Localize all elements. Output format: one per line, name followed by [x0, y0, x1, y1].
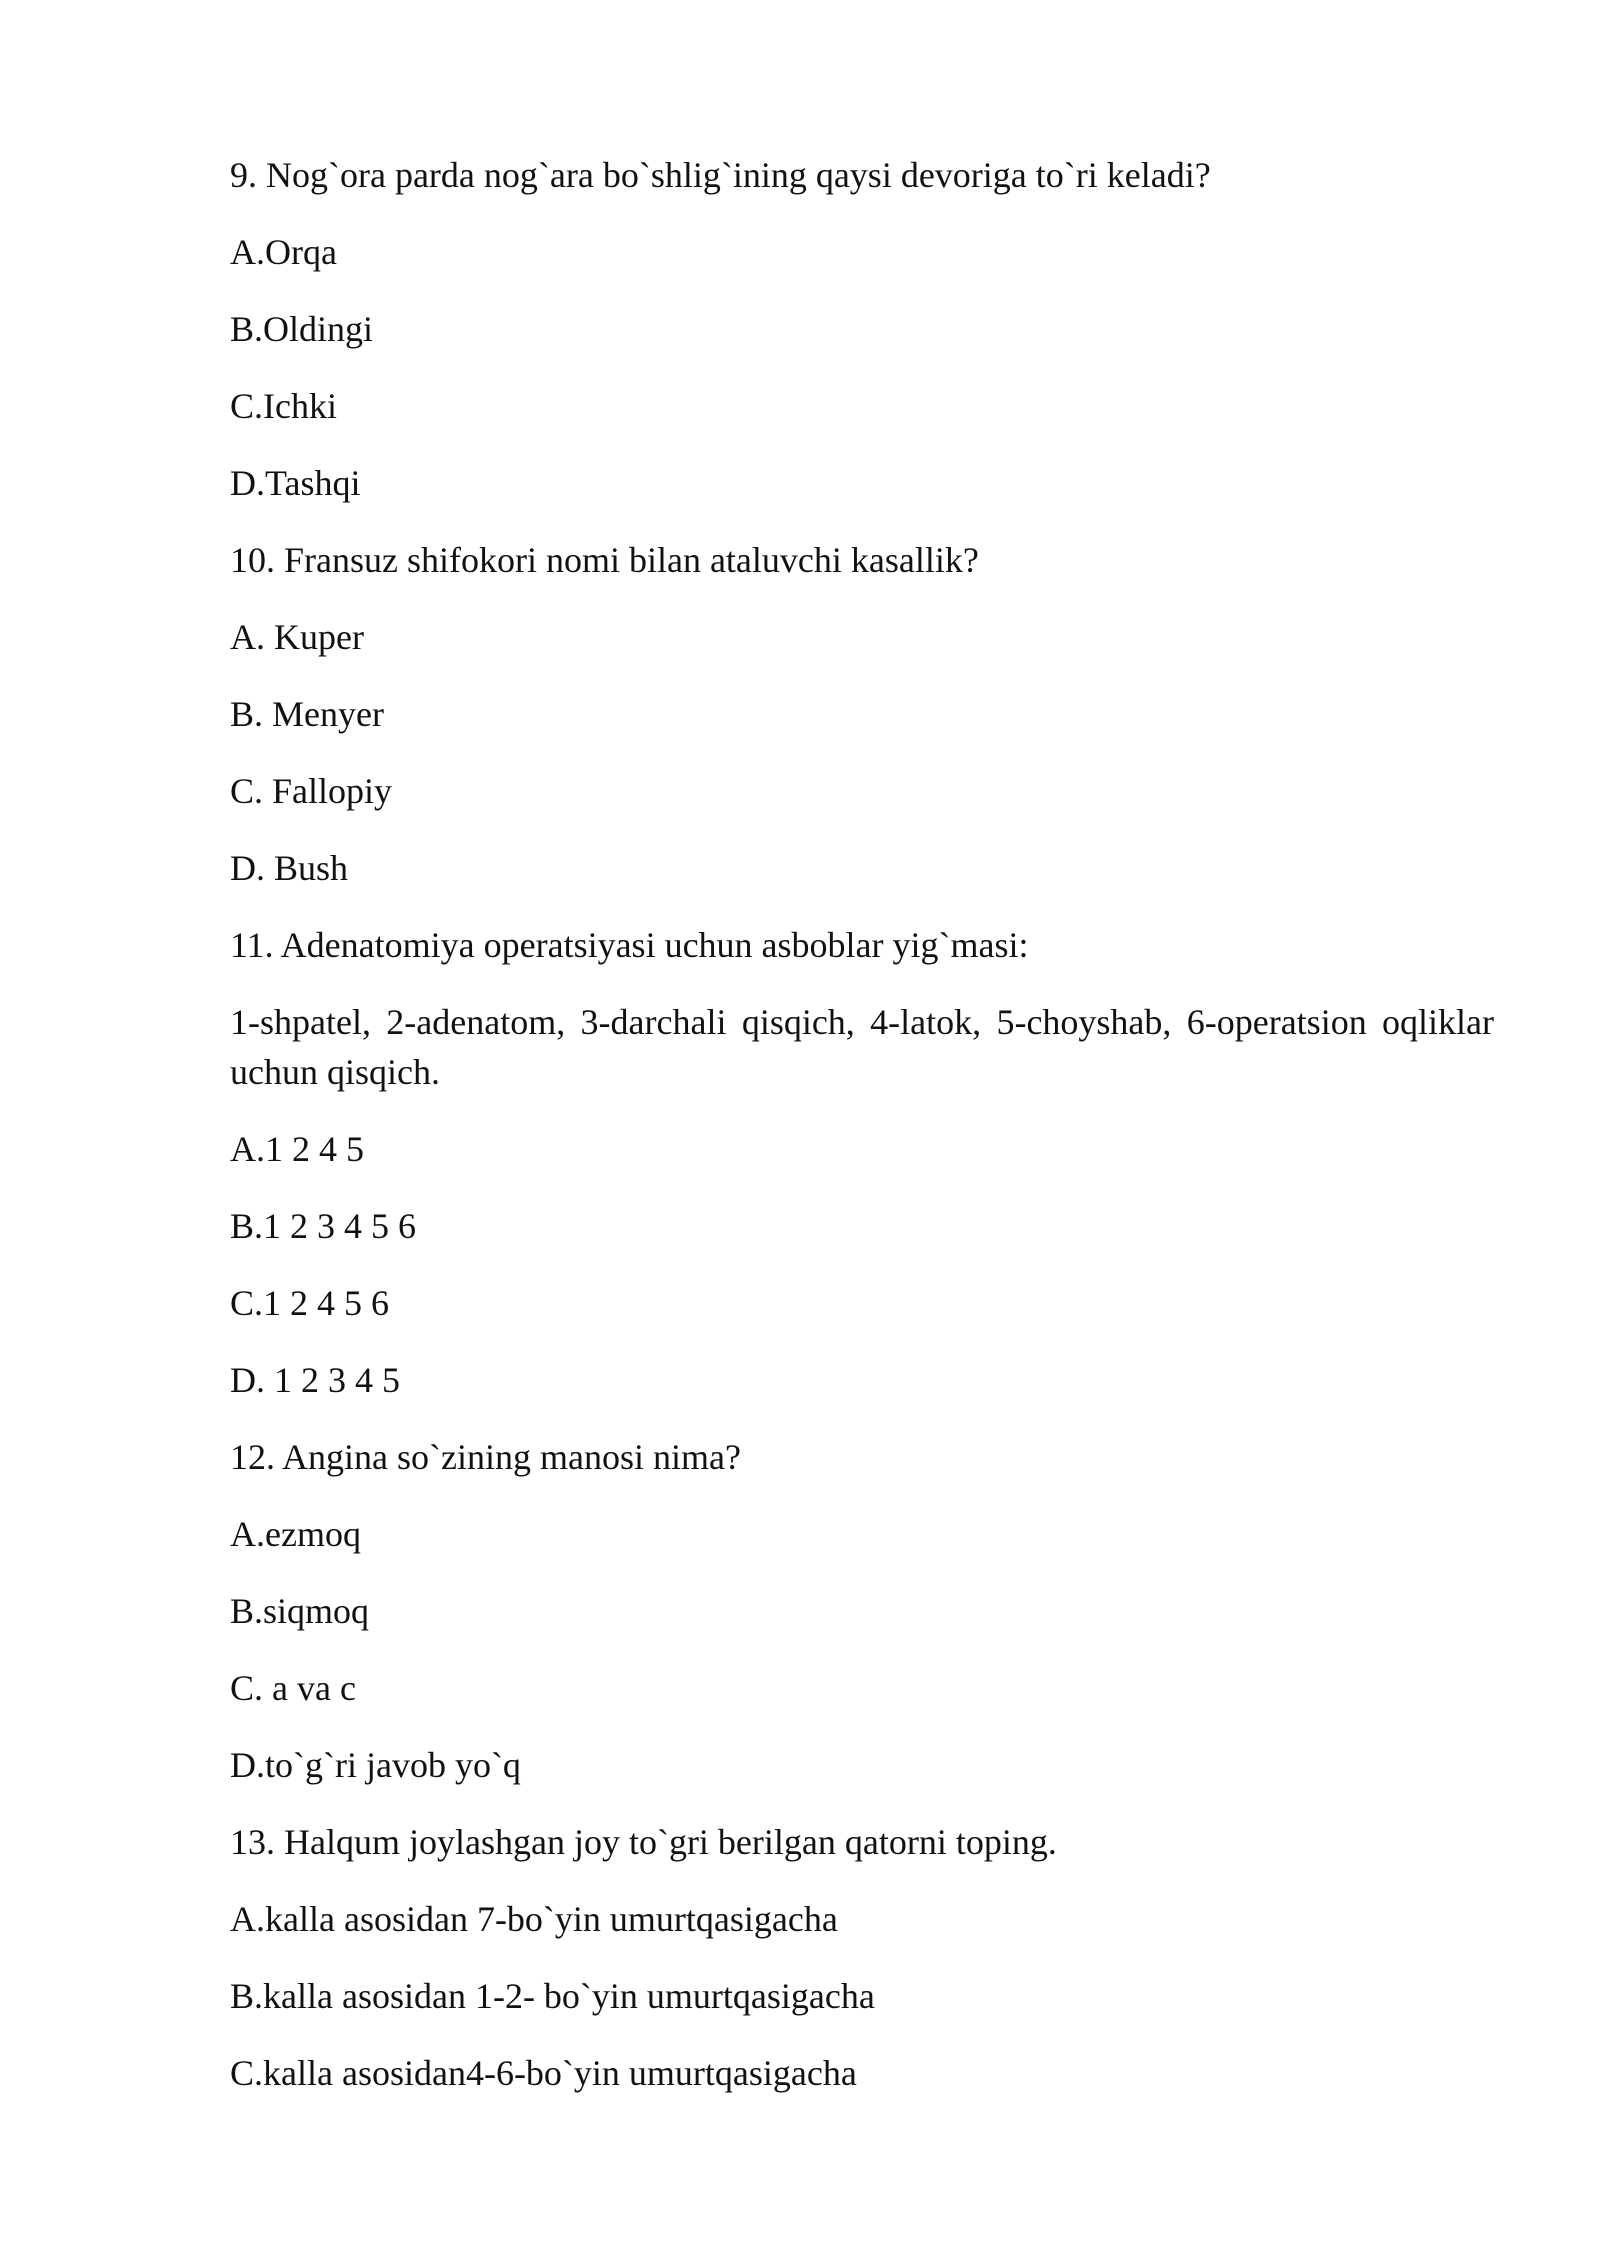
question-11-detail: 1-shpatel, 2-adenatom, 3-darchali qisqich, 4-latok, 5-choyshab, 6-operatsion oqliklar uchun qisqich.	[230, 1002, 1503, 1092]
question-13-option-c: C.kalla asosidan4-6-bo`yin umurtqasigacha	[230, 2053, 857, 2093]
question-12-text: 12. Angina so`zining manosi nima?	[230, 1437, 741, 1477]
question-9-option-d: D.Tashqi	[230, 463, 361, 503]
question-12-option-c: C. a va c	[230, 1668, 356, 1708]
question-10-option-a: A. Kuper	[230, 617, 364, 657]
question-11-text: 11. Adenatomiya operatsiyasi uchun asboblar yig`masi:	[230, 925, 1029, 965]
question-11-option-b: B.1 2 3 4 5 6	[230, 1206, 417, 1246]
question-13-option-a: A.kalla asosidan 7-bo`yin umurtqasigacha	[230, 1899, 838, 1939]
question-9-option-c: C.Ichki	[230, 386, 337, 426]
document-page	[230, 150, 1503, 2125]
question-9-option-a: A.Orqa	[230, 232, 337, 272]
question-11-option-c: C.1 2 4 5 6	[230, 1283, 390, 1323]
question-11-option-d: D. 1 2 3 4 5	[230, 1360, 400, 1400]
question-9-text: 9. Nog`ora parda nog`ara bo`shlig`ining qaysi devoriga to`ri keladi?	[230, 155, 1211, 195]
question-11-option-a: A.1 2 4 5	[230, 1129, 364, 1169]
question-12-option-b: B.siqmoq	[230, 1591, 370, 1631]
question-10-option-d: D. Bush	[230, 848, 349, 888]
question-9-option-b: B.Oldingi	[230, 309, 374, 349]
question-12-option-d: D.to`g`ri javob yo`q	[230, 1745, 521, 1785]
question-13-text: 13. Halqum joylashgan joy to`gri berilgan qatorni toping.	[230, 1822, 1057, 1862]
question-10-option-b: B. Menyer	[230, 694, 384, 734]
question-10-option-c: C. Fallopiy	[230, 771, 393, 811]
question-13-option-b: B.kalla asosidan 1-2- bo`yin umurtqasigacha	[230, 1976, 875, 2016]
question-12-option-a: A.ezmoq	[230, 1514, 361, 1554]
question-10-text: 10. Fransuz shifokori nomi bilan ataluvchi kasallik?	[230, 540, 979, 580]
